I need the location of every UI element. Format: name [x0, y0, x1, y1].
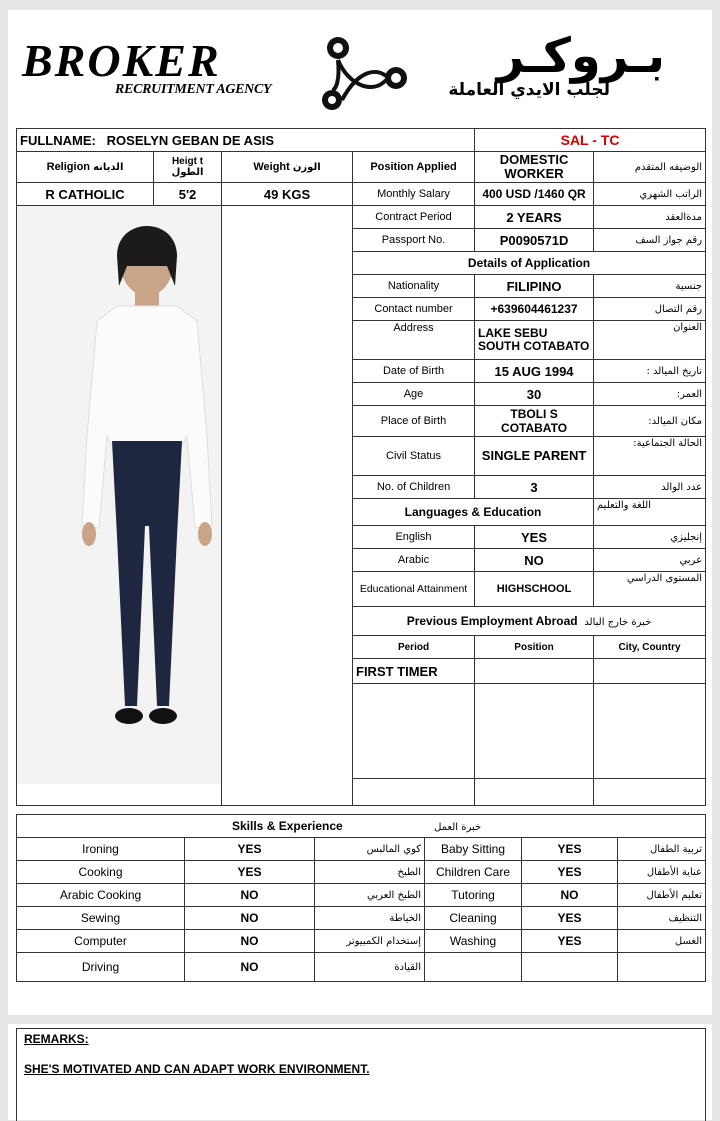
age-label-arabic: العمر:: [594, 383, 706, 406]
skill-row: [17, 907, 706, 930]
salary-value: 400 USD /1460 QR: [475, 183, 594, 206]
skill-name-arabic: الطبخ العربي: [315, 884, 425, 907]
salary-label: Monthly Salary: [353, 183, 475, 206]
employment-empty-period-2: [353, 779, 475, 806]
salary-label-arabic: الراتب الشهري: [594, 183, 706, 206]
address-label-arabic: العنوان: [594, 321, 706, 360]
children-label-arabic: عدد الوالد: [594, 476, 706, 499]
fullname-value: ROSELYN GEBAN DE ASIS: [106, 132, 275, 148]
skill-name: [425, 953, 522, 982]
skill-name: Computer: [17, 930, 185, 953]
civil-status-label: Civil Status: [353, 437, 475, 476]
skill-name-arabic: إستخدام الكمبيوتر: [315, 930, 425, 953]
skill-value: YES: [185, 861, 315, 884]
birthplace-label: Place of Birth: [353, 406, 475, 437]
skill-value: NO: [185, 953, 315, 982]
education-label-arabic: المستوى الدراسي: [594, 572, 706, 607]
skill-name: Arabic Cooking: [17, 884, 185, 907]
religion-header: [17, 152, 154, 183]
religion-label-arabic: الديانه: [93, 162, 124, 173]
skill-value: NO: [522, 884, 618, 907]
position-value: DOMESTIC WORKER: [475, 152, 594, 183]
height-value: 5'2: [154, 183, 222, 206]
skill-name-arabic: الغسل: [618, 930, 706, 953]
address-value: LAKE SEBU SOUTH COTABATO: [475, 321, 594, 360]
weight-label-arabic: الوزن: [292, 162, 321, 173]
skill-name-arabic: [618, 953, 706, 982]
skill-name: Sewing: [17, 907, 185, 930]
skill-name: Driving: [17, 953, 185, 982]
employment-heading-cell: [353, 607, 706, 636]
contact-label-arabic: رقم التصال: [594, 298, 706, 321]
skill-name: Baby Sitting: [425, 838, 522, 861]
skill-row: [17, 884, 706, 907]
skills-heading-arabic: خبرة العمل: [434, 822, 482, 833]
skill-name-arabic: تعليم الأطفال: [618, 884, 706, 907]
children-label: No. of Children: [353, 476, 475, 499]
fullname-label: FULLNAME:: [20, 132, 96, 148]
skill-value: YES: [522, 930, 618, 953]
skill-name: Washing: [425, 930, 522, 953]
address-label: Address: [353, 321, 475, 360]
skill-value: NO: [185, 884, 315, 907]
skill-name-arabic: الخياطة: [315, 907, 425, 930]
age-label: Age: [353, 383, 475, 406]
birthplace-value: TBOLI S COTABATO: [475, 406, 594, 437]
arabic-label: Arabic: [353, 549, 475, 572]
arabic-label-arabic: عربي: [594, 549, 706, 572]
english-label-arabic: إنجليزي: [594, 526, 706, 549]
employment-empty-location-2: [594, 779, 706, 806]
skills-table: [16, 814, 706, 982]
passport-value: P0090571D: [475, 229, 594, 252]
skill-name: Cooking: [17, 861, 185, 884]
position-header: Position: [475, 636, 594, 659]
skill-row: [17, 838, 706, 861]
languages-heading-arabic: اللغة والتعليم: [594, 499, 706, 526]
height-label-arabic: الطول: [171, 167, 204, 178]
employment-heading-arabic: خبرة خارج البالد: [584, 617, 652, 628]
photo-cell: [17, 206, 222, 806]
age-value: 30: [475, 383, 594, 406]
employment-period-value: FIRST TIMER: [353, 659, 475, 684]
skill-name: Cleaning: [425, 907, 522, 930]
skill-name-arabic: تربية الطفال: [618, 838, 706, 861]
skill-value: NO: [185, 907, 315, 930]
employment-empty-period: [353, 684, 475, 779]
contact-value: +639604461237: [475, 298, 594, 321]
application-form: [16, 128, 706, 806]
applicant-code: SAL - TC: [475, 129, 706, 152]
skill-name-arabic: القيادة: [315, 953, 425, 982]
brand-name: BROKER: [22, 35, 221, 86]
skill-name-arabic: الطبخ: [315, 861, 425, 884]
birthplace-label-arabic: مكان الميالد:: [594, 406, 706, 437]
dob-value: 15 AUG 1994: [475, 360, 594, 383]
period-header: Period: [353, 636, 475, 659]
skill-name: Children Care: [425, 861, 522, 884]
brand-name-arabic: بـروكـر: [496, 28, 665, 84]
remarks-title: REMARKS:: [24, 1032, 89, 1046]
passport-label: Passport No.: [353, 229, 475, 252]
employment-empty-position: [475, 684, 594, 779]
contact-label: Contact number: [353, 298, 475, 321]
height-label: Heigt t: [171, 156, 204, 167]
arabic-value: NO: [475, 549, 594, 572]
employment-heading: Previous Employment Abroad: [406, 614, 578, 628]
skill-value: NO: [185, 930, 315, 953]
fullname-cell: [17, 129, 475, 152]
position-label-arabic: الوضيفه المتقدم: [594, 152, 706, 183]
nationality-label-arabic: جنسية: [594, 275, 706, 298]
education-label: Educational Attainment: [353, 572, 475, 607]
languages-heading: Languages & Education: [353, 499, 594, 526]
dob-label: Date of Birth: [353, 360, 475, 383]
skills-heading-cell: [17, 815, 706, 838]
skill-name: Tutoring: [425, 884, 522, 907]
dob-label-arabic: ناريخ الميالد :: [594, 360, 706, 383]
skill-value: YES: [185, 838, 315, 861]
religion-label: Religion: [46, 161, 91, 173]
civil-status-label-arabic: الحالة الجتماعية:: [594, 437, 706, 476]
english-value: YES: [475, 526, 594, 549]
applicant-photo: [17, 206, 222, 784]
employment-position-value: [475, 659, 594, 684]
height-header: [154, 152, 222, 183]
agency-logo-icon: [318, 30, 410, 114]
employment-location-value: [594, 659, 706, 684]
location-header: City, Country: [594, 636, 706, 659]
english-label: English: [353, 526, 475, 549]
skills-heading: Skills & Experience: [232, 819, 343, 833]
brand-subtitle: RECRUITMENT AGENCY: [115, 82, 272, 97]
skill-value: [522, 953, 618, 982]
education-value: HIGHSCHOOL: [475, 572, 594, 607]
skill-name-arabic: كوي المالبس: [315, 838, 425, 861]
weight-value: 49 KGS: [222, 183, 353, 206]
civil-status-value: SINGLE PARENT: [475, 437, 594, 476]
skill-name-arabic: عناية الأطفال: [618, 861, 706, 884]
nationality-label: Nationality: [353, 275, 475, 298]
skill-row: [17, 930, 706, 953]
weight-label: Weight: [253, 161, 290, 173]
photo-side-cell: [222, 206, 353, 806]
employment-empty-position-2: [475, 779, 594, 806]
employment-empty-location: [594, 684, 706, 779]
details-heading: Details of Application: [353, 252, 706, 275]
children-value: 3: [475, 476, 594, 499]
skill-value: YES: [522, 838, 618, 861]
position-label: Position Applied: [353, 152, 475, 183]
applicant-photo-figure: [17, 206, 222, 784]
religion-value: R CATHOLIC: [17, 183, 154, 206]
contract-value: 2 YEARS: [475, 206, 594, 229]
remarks-text: SHE'S MOTIVATED AND CAN ADAPT WORK ENVIRONMENT.: [24, 1062, 370, 1076]
contract-label-arabic: مدةالعقد: [594, 206, 706, 229]
nationality-value: FILIPINO: [475, 275, 594, 298]
skill-row: [17, 861, 706, 884]
skill-name: Ironing: [17, 838, 185, 861]
brand-subtitle-arabic: لجلب الايدي العاملة: [448, 80, 610, 100]
contract-label: Contract Period: [353, 206, 475, 229]
skill-row: [17, 953, 706, 982]
skill-value: YES: [522, 907, 618, 930]
skill-value: YES: [522, 861, 618, 884]
passport-label-arabic: رقم جواز السف: [594, 229, 706, 252]
skill-name-arabic: التنظيف: [618, 907, 706, 930]
weight-header: [222, 152, 353, 183]
